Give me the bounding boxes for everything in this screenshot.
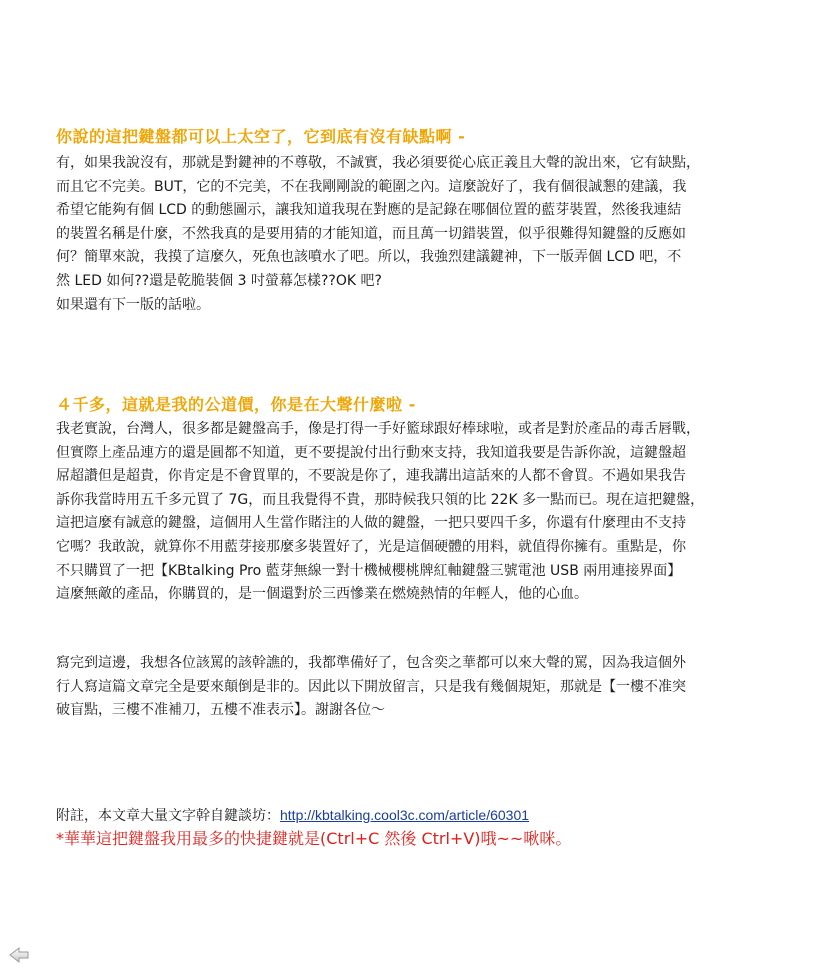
section2-body: [56, 418, 774, 607]
section2-line: 這麼無敵的產品，你購買的，是一個還對於三西慘業在燃燒熱情的年輕人，他的心血。: [56, 586, 588, 603]
section1-line: 有，如果我說沒有，那就是對鍵神的不尊敬，不誠實，我必須要從心底正義且大聲的說出來，它有缺點，: [56, 155, 700, 171]
section1-line: 的裝置名稱是什麼，不然我真的是要用猜的才能知道，而且萬一切錯裝置，似乎很難得知鍵盤的反應如: [56, 225, 686, 242]
section1-line: 如果還有下一版的話啦。: [56, 296, 210, 313]
section2-line: 它嗎？我敢說，就算你不用藍芽接那麼多裝置好了，光是這個硬體的用料，就值得你擁有。重點是，你: [56, 538, 686, 555]
section1-line: 而且它不完美。BUT，它的不完美，不在我剛剛說的範圍之內。這麼說好了，我有個很誠懇的建議，我: [56, 178, 687, 195]
section2-line: 不只購買了一把【KBtalking Pro 藍芽無線一對十機械櫻桃牌紅軸鍵盤三號電池 USB 兩用連接界面】: [56, 562, 682, 579]
section2-line: 但實際上產品連方的還是圓都不知道，更不要提說付出行動來支持，我知道我要是告訴你說，這鍵盤超: [56, 444, 686, 461]
section1-line: 何？簡單來說，我摸了這麼久，死魚也該噴水了吧。所以，我強烈建議鍵神，下一版弄個 LCD 吧，不: [56, 249, 682, 266]
section2-heading: ４千多，這就是我的公道價，你是在大聲什麼啦 -: [56, 395, 416, 414]
section2-line: 訴你我當時用五千多元買了 7G，而且我覺得不貴，那時候我只領的比 22K 多一點而已。現在這把鍵盤，: [56, 491, 705, 508]
section3-line: 行人寫這篇文章完全是要來顛倒是非的。因此以下開放留言，只是我有幾個規矩，那就是【一樓不准突: [56, 678, 686, 695]
footnote-link[interactable]: http://kbtalking.cool3c.com/article/60301: [280, 807, 530, 823]
section1-body: [56, 152, 774, 317]
back-arrow-icon[interactable]: [8, 946, 30, 964]
section2-line: 屌超讚但是超貴，你肯定是不會買單的，不要說是你了，連我講出這話來的人都不會買。不過如果我告: [56, 468, 686, 485]
section2-line: 我老實說，台灣人，很多都是鍵盤高手，像是打得一手好籃球跟好棒球啦，或者是對於產品的毒舌唇戰，: [56, 421, 700, 437]
section2-line: 這把這麼有誠意的鍵盤，這個用人生當作賭注的人做的鍵盤，一把只要四千多，你還有什麼理由不支持: [56, 515, 686, 532]
red-note: *華華這把鍵盤我用最多的快捷鍵就是(Ctrl+C 然後 Ctrl+V)哦~~啾咪。: [56, 829, 572, 848]
section1-line: 希望它能夠有個 LCD 的動態圖示，讓我知道我現在對應的是記錄在哪個位置的藍芽裝置，然後我連結: [56, 202, 682, 219]
section3-body: [56, 652, 774, 723]
footnote-prefix: 附註，本文章大量文字幹自鍵談坊：: [56, 808, 280, 824]
section1-heading: 你說的這把鍵盤都可以上太空了，它到底有沒有缺點啊 -: [56, 127, 466, 146]
section3-line: 寫完到這邊，我想各位該罵的該幹譙的，我都準備好了，包含奕之華都可以來大聲的罵，因為我這個外: [56, 655, 686, 671]
section3-line: 破盲點，三樓不准補刀，五樓不准表示】。謝謝各位～: [56, 702, 385, 719]
section1-line: 然 LED 如何??還是乾脆裝個 3 吋螢幕怎樣??OK 吧?: [56, 272, 382, 289]
footnote: [56, 805, 529, 825]
